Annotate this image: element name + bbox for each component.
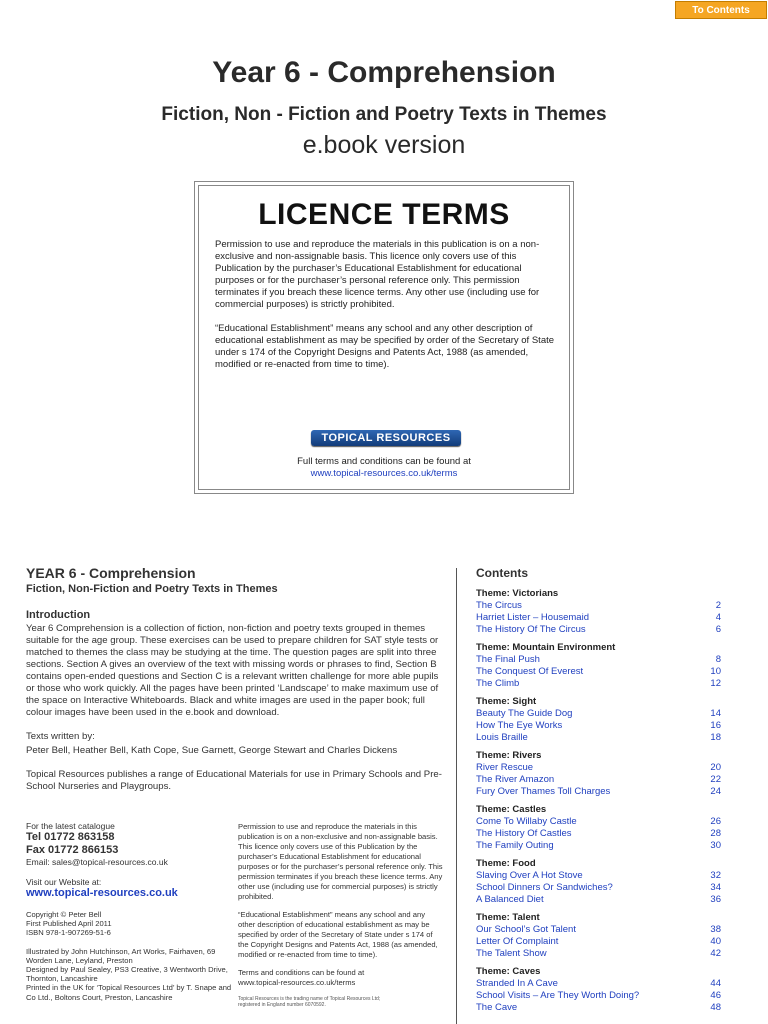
contents-entry[interactable] [476,894,721,906]
contents-entry-page: 46 [710,990,721,1001]
contents-panel [476,566,721,1014]
intro-subtitle: Fiction, Non-Fiction and Poetry Texts in Themes [26,583,278,595]
contents-entry-title: The Circus [476,600,522,611]
contents-entry-page: 22 [710,774,721,785]
contents-entry-page: 36 [710,894,721,905]
contents-entry-title: The Final Push [476,654,540,665]
contents-entry[interactable] [476,840,721,852]
contents-entry-page: 14 [710,708,721,719]
contents-entry[interactable] [476,1002,721,1014]
visit-label: Visit our Website at: [26,877,102,887]
contents-entry-page: 40 [710,936,721,947]
topical-resources-logo: TOPICAL RESOURCES [311,430,461,446]
designed-by: Designed by Paul Sealey, PS3 Creative, 3 Wentworth Drive, Thornton, Lancashire [26,965,228,984]
copyright: Copyright © Peter Bell [26,910,102,919]
contents-entry[interactable] [476,720,721,732]
contents-entry-page: 24 [710,786,721,797]
contact-column [26,821,236,1002]
licence-title: LICENCE TERMS [258,198,510,231]
contents-entry-page: 6 [715,624,721,635]
contents-entry[interactable] [476,654,721,666]
contents-theme-heading: Theme: Talent [476,912,540,923]
intro-column [26,565,446,793]
contents-entry-title: The River Amazon [476,774,555,785]
contents-entry-title: Beauty The Guide Dog [476,708,573,719]
contents-entry-page: 10 [710,666,721,677]
contents-entry-title: How The Eye Works [476,720,563,731]
isbn: ISBN 978-1-907269-51-6 [26,928,111,938]
contents-entry-page: 8 [715,654,721,665]
contents-entry[interactable] [476,978,721,990]
fax: Fax 01772 866153 [26,844,119,856]
contents-entry-page: 34 [710,882,721,893]
column-divider [456,568,457,1024]
contents-theme-heading: Theme: Rivers [476,750,542,761]
contents-entry-page: 44 [710,978,721,989]
licence-footer [199,456,569,480]
contents-entry-page: 30 [710,840,721,851]
contents-entry-title: Letter Of Complaint [476,936,559,947]
contents-entry-title: School Visits – Are They Worth Doing? [476,990,640,1001]
to-contents-button[interactable]: To Contents [675,1,767,19]
contents-entry-page: 20 [710,762,721,773]
contents-entry-title: Harriet Lister – Housemaid [476,612,589,623]
page-title: Year 6 - Comprehension [212,56,556,89]
contents-theme-heading: Theme: Castles [476,804,547,815]
contents-entry-title: The Cave [476,1002,518,1013]
contents-entry-title: Stranded In A Cave [476,978,558,989]
printed-by: Printed in the UK for ‘Topical Resources Ltd’ by T. Snape and Co Ltd., Boltons Court, Preston, Lancashire [26,983,232,1002]
catalogue-label: For the latest catalogue [26,821,115,831]
contents-entry[interactable] [476,936,721,948]
contents-entry-page: 2 [715,600,721,611]
registration-note-1: Topical Resources is the trading name of Topical Resources Ltd; [238,996,381,1002]
edition-label: e.book version [302,131,466,159]
contents-entry-title: River Rescue [476,762,534,773]
licence-paragraph-2: “Educational Establishment” means any school and any other description of educational establishment as may be specified by order of the Secretary of State under s 174 of the Copyright Designs and Patents Act, 1988 (as amended, modified or re-enacted from time to time). [215,323,555,370]
licence-inner-border [198,185,570,490]
contents-entry-title: Come To Willaby Castle [476,816,577,827]
contents-entry-page: 18 [710,732,721,743]
website-link[interactable]: www.topical-resources.co.uk [26,887,178,899]
intro-body: Year 6 Comprehension is a collection of fiction, non-fiction and poetry texts grouped in themes suitable for the age group. These exercises can be used to prepare children for SAT style tests or matched to themes the class may be studying at the time. The question pages are split into three sections. Section A gives an overview of the text with missing words or phrases to find, Section B contains open-ended questions and Section C is a relevant written challenge for more able pupils or those who work quickly. All the pages have been printed ‘Landscape’ to make maximum use of the space on Interactive Whiteboards. Black and white images are used in the paper book; full colour images have been used in the e.book and download. [26,623,439,718]
authors-label: Texts written by: [26,731,95,742]
contents-entry-page: 16 [710,720,721,731]
email: Email: sales@topical-resources.co.uk [26,857,168,867]
contents-entry-page: 26 [710,816,721,827]
contents-themes [476,588,721,1014]
contents-entry-title: Fury Over Thames Toll Charges [476,786,611,797]
copyright-block [26,910,236,1002]
contents-theme-heading: Theme: Sight [476,696,537,707]
contents-entry[interactable] [476,786,721,798]
contents-entry-page: 28 [710,828,721,839]
licence-footer-text: Full terms and conditions can be found at [297,456,471,467]
contents-entry[interactable] [476,828,721,840]
contents-entry-title: The Conquest Of Everest [476,666,584,677]
intro-title: YEAR 6 - Comprehension [26,565,196,581]
contents-entry[interactable] [476,882,721,894]
permissions-column [238,822,443,1008]
contents-entry-title: A Balanced Diet [476,894,544,905]
contents-entry[interactable] [476,870,721,882]
licence-body [215,239,560,383]
licence-box [194,181,574,494]
contents-entry-title: The Talent Show [476,948,547,959]
contents-theme-heading: Theme: Food [476,858,536,869]
contents-entry[interactable] [476,666,721,678]
contents-entry[interactable] [476,816,721,828]
contents-theme-heading: Theme: Mountain Environment [476,642,616,653]
contents-entry-title: Slaving Over A Hot Stove [476,870,583,881]
contents-entry-title: School Dinners Or Sandwiches? [476,882,613,893]
contents-entry[interactable] [476,624,721,636]
contents-entry[interactable] [476,774,721,786]
contents-theme-heading: Theme: Victorians [476,588,559,599]
terms-text: Terms and conditions can be found at [238,968,365,977]
contents-entry[interactable] [476,924,721,936]
permissions-paragraph-1: Permission to use and reproduce the materials in this publication is on a non-exclusive and non-assignable basis. This licence only covers use of this Publication by the purchaser’s Educational Establishment for educational purposes or for the purchaser’s personal reference only. This permission terminates if you breach these licence terms. Any other use (including use for commercial purposes) is strictly prohibited. [238,822,443,901]
terms-link[interactable]: www.topical-resources.co.uk/terms [238,978,356,987]
page-subtitle: Fiction, Non - Fiction and Poetry Texts in Themes [161,104,607,125]
contents-entry[interactable] [476,948,721,960]
permissions-paragraph-2: “Educational Establishment” means any school and any other description of educational establishment as may be specified by order of the Secretary of State under s 174 of the Copyright Designs and Patents Act, 1988 (as amended, modified or re-enacted from time to time). [238,910,438,959]
telephone: Tel 01772 863158 [26,831,115,843]
authors-list: Peter Bell, Heather Bell, Kath Cope, Sue Garnett, George Stewart and Charles Dickens [26,745,398,756]
contents-entry-page: 4 [715,612,721,623]
licence-paragraph-1: Permission to use and reproduce the materials in this publication is on a non-exclusive and non-assignable basis. This licence only covers use of this Publication by the purchaser’s Educational Establishment for educational purposes or for the purchaser’s personal reference only. This permission terminates if you breach these licence terms. Any other use (including use for commercial purposes) is strictly prohibited. [215,239,540,310]
contents-entry[interactable] [476,600,721,612]
contents-entry[interactable] [476,732,721,744]
contents-entry-title: The Climb [476,678,520,689]
contents-entry-page: 32 [710,870,721,881]
contents-entry-title: Our School’s Got Talent [476,924,576,935]
first-published: First Published April 2011 [26,919,112,929]
illustrated-by: Illustrated by John Hutchinson, Art Works, Fairhaven, 69 Worden Lane, Leyland, Preston [26,946,216,965]
registration-note-2: registered in England number 6070592. [238,1002,326,1008]
contents-entry[interactable] [476,762,721,774]
licence-terms-link[interactable]: www.topical-resources.co.uk/terms [310,468,458,479]
contents-entry-page: 38 [710,924,721,935]
contents-entry-title: Louis Braille [476,732,528,743]
contents-entry[interactable] [476,990,721,1002]
intro-heading: Introduction [26,609,91,621]
contents-entry[interactable] [476,708,721,720]
contents-entry-page: 12 [710,678,721,689]
contents-entry-title: The History Of Castles [476,828,572,839]
contents-title: Contents [476,566,528,580]
contents-theme-heading: Theme: Caves [476,966,541,977]
contents-entry-title: The History Of The Circus [476,624,586,635]
contents-entry[interactable] [476,612,721,624]
contents-entry-page: 42 [710,948,721,959]
contents-entry-title: The Family Outing [476,840,554,851]
contents-entry-page: 48 [710,1002,721,1013]
contents-entry[interactable] [476,678,721,690]
publisher-note: Topical Resources publishes a range of Educational Materials for use in Primary Schools and Pre-School Nurseries and Playgroups. [26,769,442,792]
